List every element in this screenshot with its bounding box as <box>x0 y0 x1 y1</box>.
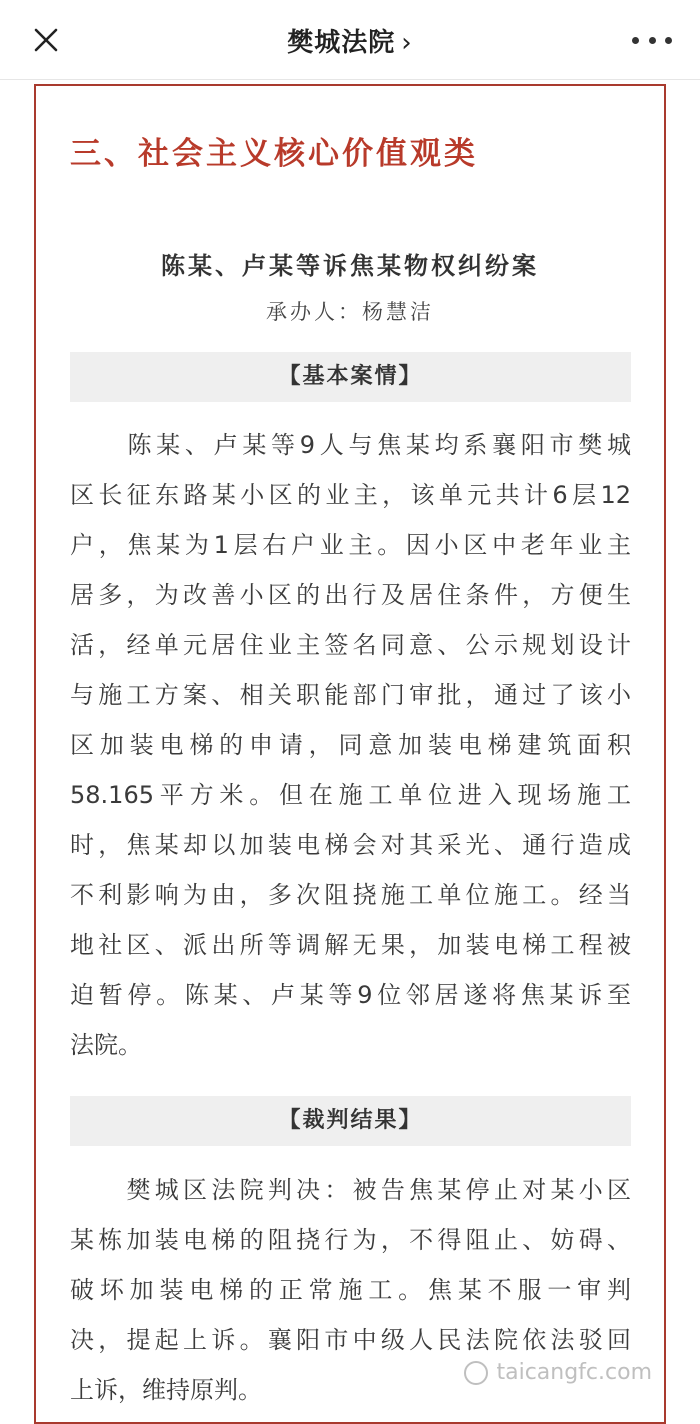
account-title[interactable] <box>0 22 700 59</box>
text-line: 活，经单元居住业主签名同意、公示规划设计 <box>70 631 631 659</box>
text-line: 陈某、卢某等9人与焦某均系襄阳市樊城 <box>70 431 631 459</box>
dot <box>632 37 639 44</box>
text-line: 区加装电梯的申请，同意加装电梯建筑面积 <box>70 731 631 759</box>
text-line: 地社区、派出所等调解无果，加装电梯工程被 <box>70 931 631 959</box>
text-line: 58.165平方米。但在施工单位进入现场施工 <box>70 781 631 809</box>
judgment-band: 【裁判结果】 <box>70 1096 631 1146</box>
text-line: 户，焦某为1层右户业主。因小区中老年业主 <box>70 531 631 559</box>
dot <box>649 37 656 44</box>
watermark-logo-icon <box>464 1361 488 1385</box>
text-line: 与施工方案、相关职能部门审批，通过了该小 <box>70 681 631 709</box>
case-title: 陈某、卢某等诉焦某物权纠纷案 <box>161 252 539 280</box>
watermark <box>464 1360 652 1385</box>
chevron-right-icon[interactable]: › <box>401 28 413 58</box>
text-line: 上诉，维持原判。 <box>70 1376 262 1404</box>
text-line: 迫暂停。陈某、卢某等9位邻居遂将焦某诉至 <box>70 981 631 1009</box>
watermark-text: taicangfc.com <box>496 1360 652 1385</box>
section-heading: 三、社会主义核心价值观类 <box>70 136 478 172</box>
text-line: 时，焦某却以加装电梯会对其采光、通行造成 <box>70 831 631 859</box>
basic-facts-paragraph <box>70 420 631 1070</box>
basic-facts-band: 【基本案情】 <box>70 352 631 402</box>
text-line: 某栋加装电梯的阻挠行为，不得阻止、妨碍、 <box>70 1226 631 1254</box>
more-dots-icon[interactable] <box>632 26 672 54</box>
text-line: 居多，为改善小区的出行及居住条件，方便生 <box>70 581 631 609</box>
text-line: 区长征东路某小区的业主，该单元共计6层12 <box>70 481 631 509</box>
text-line: 不利影响为由，多次阻挠施工单位施工。经当 <box>70 881 631 909</box>
case-handler: 承办人：杨慧洁 <box>266 300 434 324</box>
top-nav-bar <box>0 0 700 80</box>
text-line: 法院。 <box>70 1031 142 1059</box>
text-line: 樊城区法院判决：被告焦某停止对某小区 <box>70 1176 631 1204</box>
text-line: 决，提起上诉。襄阳市中级人民法院依法驳回 <box>70 1326 631 1354</box>
dot <box>665 37 672 44</box>
text-line: 破坏加装电梯的正常施工。焦某不服一审判 <box>70 1276 631 1304</box>
account-name[interactable]: 樊城法院 <box>287 28 396 58</box>
